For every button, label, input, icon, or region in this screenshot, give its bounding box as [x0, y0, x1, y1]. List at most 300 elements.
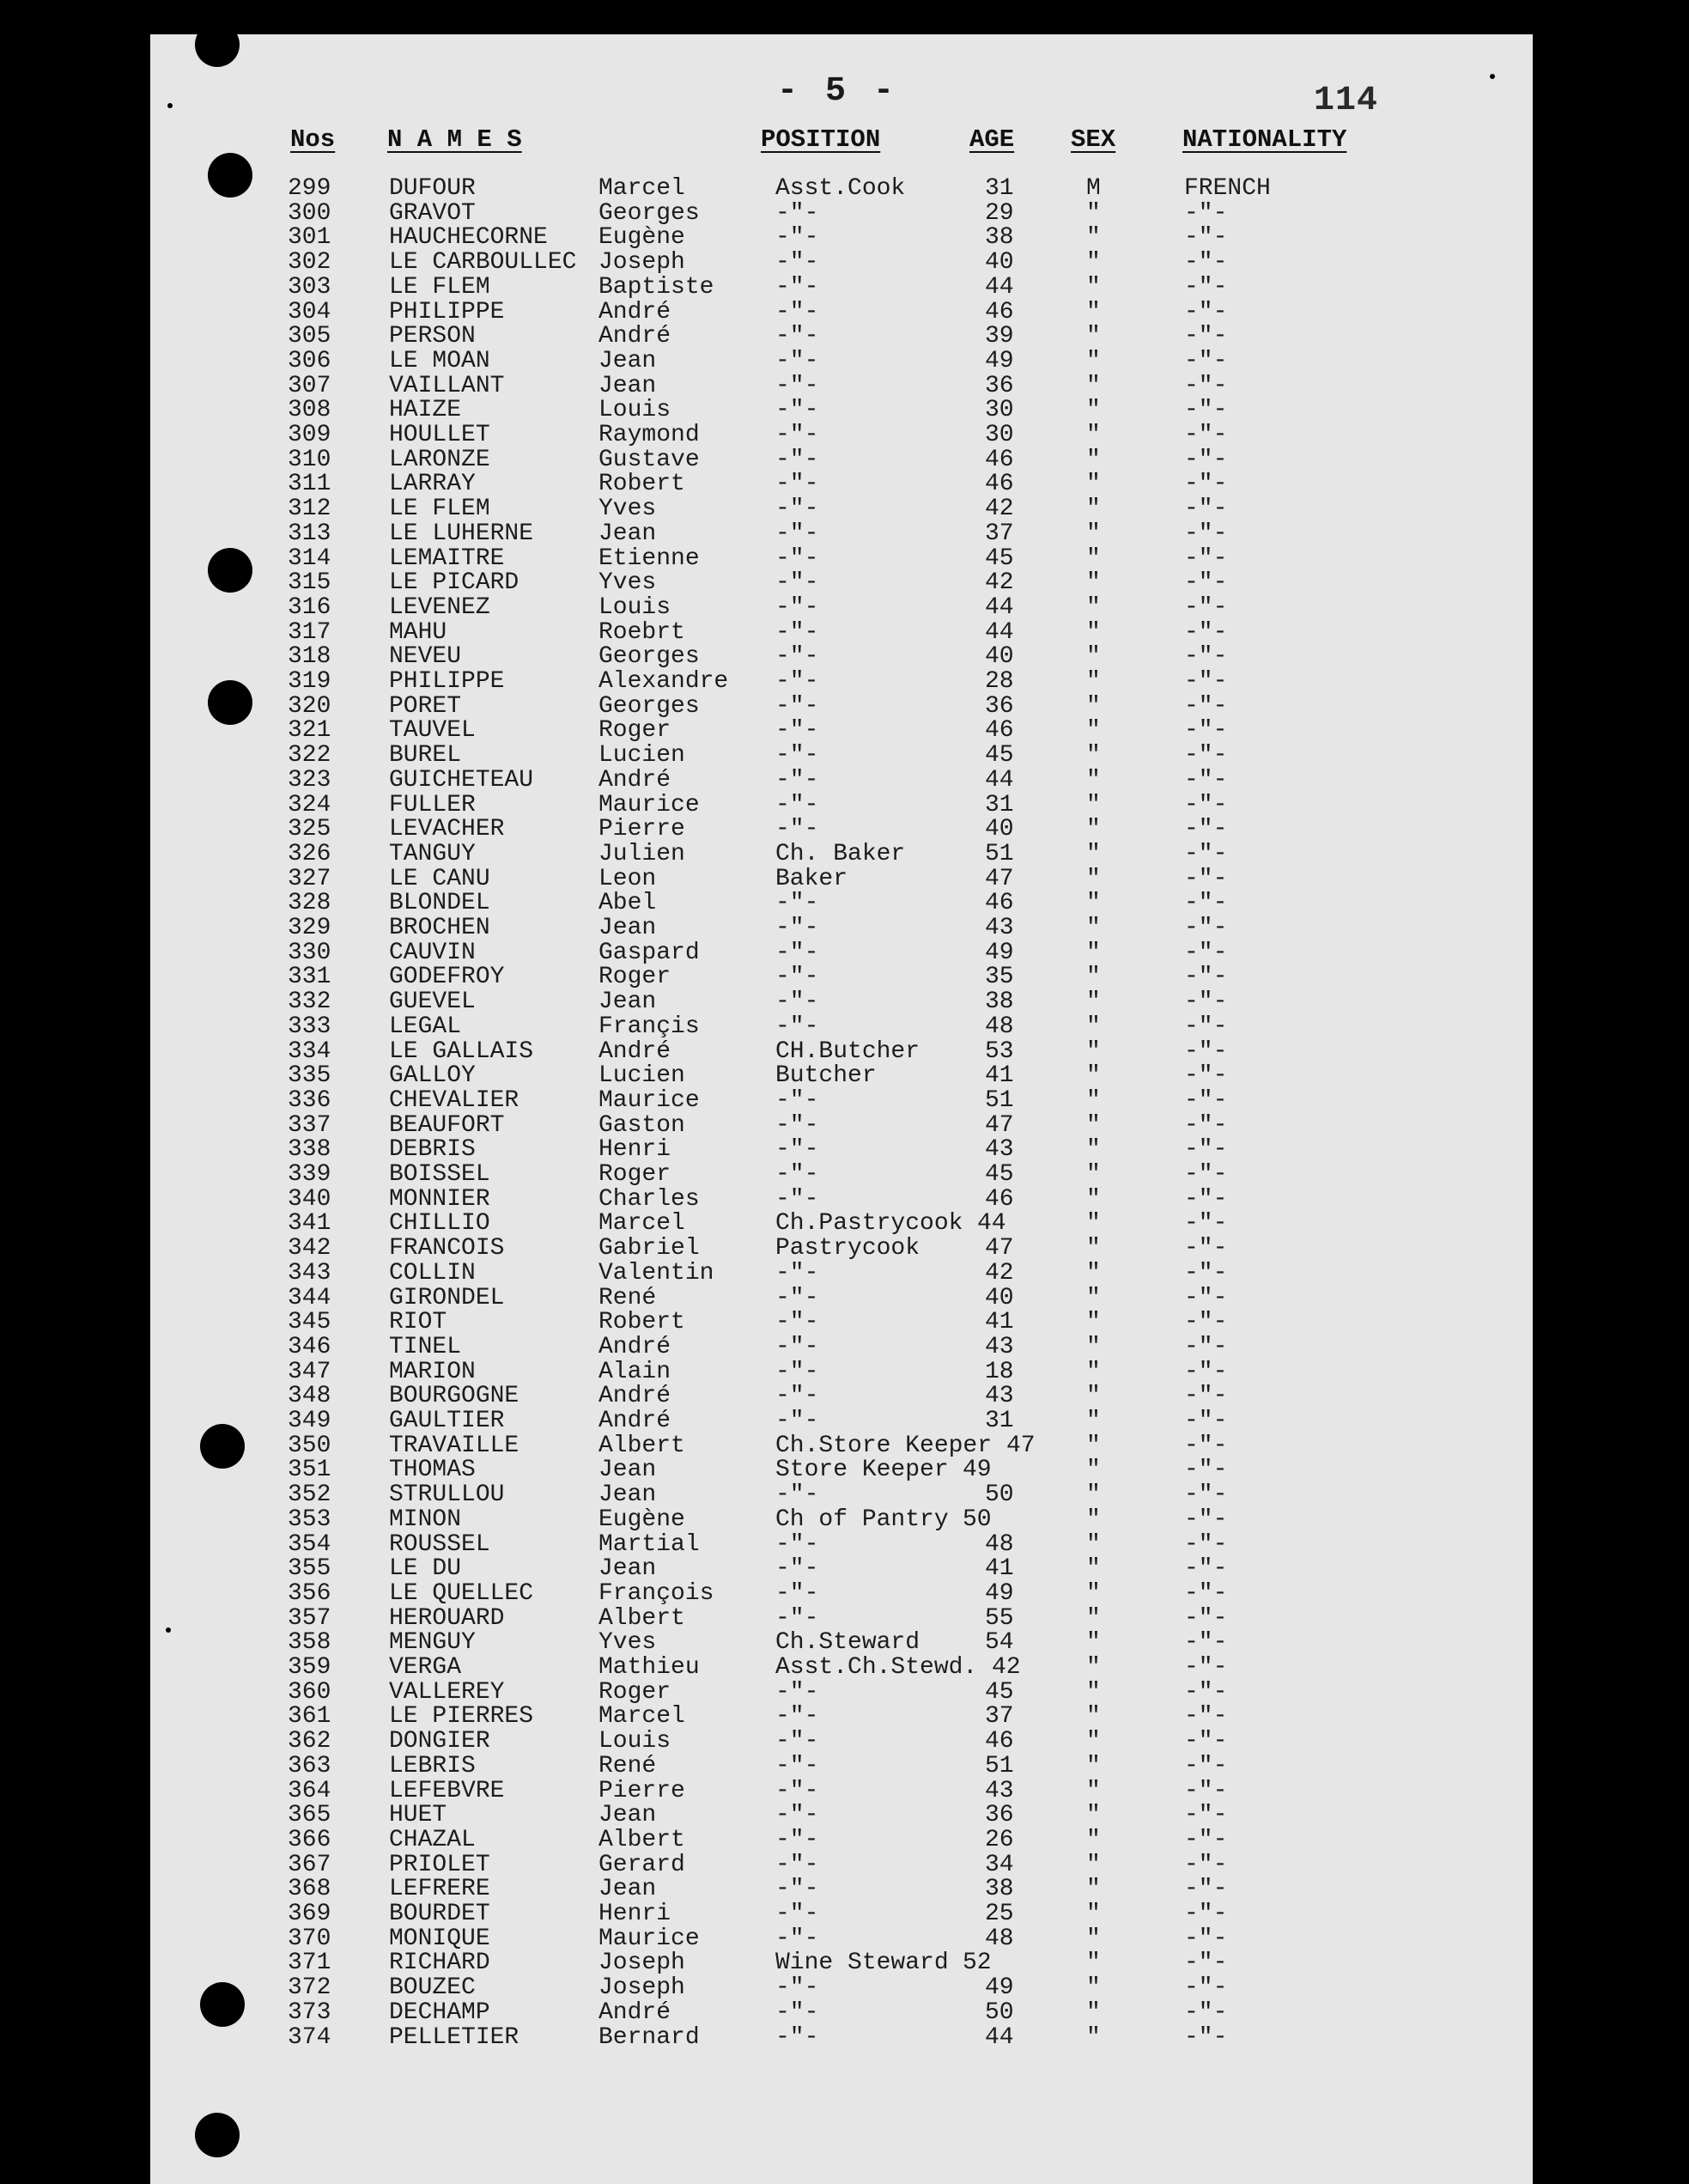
table-row — [150, 1335, 1533, 1360]
row-number: 317 — [288, 618, 331, 646]
row-number: 355 — [288, 1555, 331, 1583]
row-number: 343 — [288, 1259, 331, 1287]
row-surname: BROCHEN — [389, 915, 490, 941]
row-age: 46 — [985, 471, 1014, 498]
row-number: 330 — [288, 939, 331, 966]
row-firstname: Gaston — [598, 1111, 685, 1139]
table-row — [150, 1039, 1533, 1064]
table-row — [150, 694, 1533, 719]
row-position: Ch. Baker — [775, 840, 906, 867]
table-row — [150, 595, 1533, 620]
row-sex: " — [1086, 1086, 1101, 1114]
row-position: Ch.Steward — [775, 1629, 920, 1657]
row-number: 325 — [288, 816, 331, 843]
row-position: -"- — [775, 816, 819, 843]
row-sex: " — [1086, 2023, 1101, 2051]
table-row — [150, 1162, 1533, 1187]
row-surname: BOURGOGNE — [389, 1383, 519, 1410]
row-number: 300 — [288, 199, 331, 227]
row-firstname: Marcel — [598, 1703, 685, 1731]
table-row — [150, 398, 1533, 423]
row-position: -"- — [775, 323, 819, 350]
row-number: 342 — [288, 1235, 331, 1262]
row-firstname: Joseph — [598, 1950, 685, 1977]
row-number: 304 — [288, 298, 331, 325]
table-row — [150, 324, 1533, 349]
table-row — [150, 1063, 1533, 1088]
row-sex: " — [1086, 397, 1101, 424]
row-number: 346 — [288, 1333, 331, 1360]
row-sex: " — [1086, 742, 1101, 770]
row-firstname: Martial — [598, 1530, 700, 1558]
row-number: 334 — [288, 1037, 331, 1065]
table-row — [150, 374, 1533, 398]
row-position: -"- — [775, 1974, 819, 2002]
row-position: -"- — [775, 1851, 819, 1878]
row-age: 45 — [985, 544, 1014, 572]
row-age: 36 — [985, 692, 1014, 720]
row-nationality: -"- — [1184, 1802, 1228, 1829]
row-nationality: -"- — [1184, 989, 1228, 1016]
row-sex: " — [1086, 1703, 1101, 1731]
row-firstname: Jean — [598, 1457, 657, 1484]
row-sex: " — [1086, 298, 1101, 325]
row-sex: " — [1086, 1998, 1101, 2026]
row-firstname: Henri — [598, 1136, 671, 1164]
table-row — [150, 447, 1533, 472]
row-sex: " — [1086, 1358, 1101, 1385]
table-row — [150, 1457, 1533, 1482]
row-nationality: -"- — [1184, 1086, 1228, 1114]
table-row — [150, 1901, 1533, 1926]
row-surname: LE FLEM — [389, 273, 490, 301]
row-number: 364 — [288, 1777, 331, 1804]
row-sex: " — [1086, 989, 1101, 1016]
row-sex: " — [1086, 1629, 1101, 1657]
row-sex: " — [1086, 1284, 1101, 1311]
row-age: 45 — [985, 742, 1014, 770]
row-surname: ROUSSEL — [389, 1530, 490, 1558]
row-number: 318 — [288, 643, 331, 671]
row-age: 36 — [985, 372, 1014, 399]
row-number: 366 — [288, 1826, 331, 1853]
row-age: 48 — [985, 1530, 1014, 1558]
row-position: Asst.Ch.Stewd. — [775, 1654, 978, 1681]
row-surname: PERSON — [389, 323, 476, 350]
row-age: 48 — [985, 1013, 1014, 1040]
table-row — [150, 1482, 1533, 1507]
row-number: 332 — [288, 989, 331, 1016]
row-age: 51 — [985, 1752, 1014, 1779]
row-surname: GUICHETEAU — [389, 766, 534, 794]
row-age: 50 — [985, 1998, 1014, 2026]
row-firstname: Baptiste — [598, 273, 714, 301]
row-number: 349 — [288, 1408, 331, 1434]
row-position: -"- — [775, 1604, 819, 1632]
row-position: -"- — [775, 397, 819, 424]
row-surname: BOURDET — [389, 1901, 490, 1927]
row-nationality: -"- — [1184, 471, 1228, 498]
row-firstname: Jean — [598, 372, 657, 399]
row-position: -"- — [775, 1333, 819, 1360]
table-row — [150, 275, 1533, 300]
row-position: -"- — [775, 1086, 819, 1114]
row-surname: LE FLEM — [389, 496, 490, 523]
row-firstname: René — [598, 1284, 657, 1311]
row-nationality: -"- — [1184, 1136, 1228, 1164]
row-surname: DECHAMP — [389, 1998, 490, 2026]
document-page — [150, 34, 1533, 2184]
row-position: -"- — [775, 1309, 819, 1336]
row-number: 303 — [288, 273, 331, 301]
row-nationality: -"- — [1184, 249, 1228, 277]
row-firstname: Gaspard — [598, 939, 700, 966]
table-row — [150, 546, 1533, 571]
row-nationality: -"- — [1184, 1013, 1228, 1040]
row-sex: " — [1086, 1974, 1101, 2002]
row-position: -"- — [775, 273, 819, 301]
row-nationality: -"- — [1184, 865, 1228, 892]
row-age: 18 — [985, 1358, 1014, 1385]
row-surname: MENGUY — [389, 1629, 476, 1657]
row-number: 322 — [288, 742, 331, 770]
row-firstname: André — [598, 323, 671, 350]
table-row — [150, 2000, 1533, 2025]
row-position: -"- — [775, 471, 819, 498]
row-sex: " — [1086, 1851, 1101, 1878]
row-nationality: -"- — [1184, 1752, 1228, 1779]
row-nationality: -"- — [1184, 569, 1228, 597]
row-position: -"- — [775, 964, 819, 991]
row-position: -"- — [775, 1826, 819, 1853]
row-number: 357 — [288, 1604, 331, 1632]
table-row — [150, 817, 1533, 842]
table-row — [150, 496, 1533, 521]
row-position: Pastrycook — [775, 1235, 920, 1262]
row-firstname: Etienne — [598, 544, 700, 572]
row-nationality: -"- — [1184, 446, 1228, 473]
table-row — [150, 1310, 1533, 1335]
row-sex: " — [1086, 1678, 1101, 1706]
row-nationality: -"- — [1184, 890, 1228, 917]
row-position: -"- — [775, 1728, 819, 1755]
row-surname: BLONDEL — [389, 890, 490, 917]
row-surname: BOISSEL — [389, 1161, 490, 1188]
row-surname: LEVENEZ — [389, 593, 490, 621]
row-age: 50 — [963, 1506, 992, 1533]
row-nationality: -"- — [1184, 1974, 1228, 2002]
row-firstname: Roger — [598, 1678, 671, 1706]
row-age: 51 — [985, 840, 1014, 867]
row-firstname: Lucien — [598, 742, 685, 770]
row-firstname: Jean — [598, 1802, 657, 1829]
row-age: 36 — [985, 1802, 1014, 1829]
row-sex: " — [1086, 1457, 1101, 1484]
row-sex: " — [1086, 1383, 1101, 1410]
row-position: -"- — [775, 1777, 819, 1804]
row-sex: " — [1086, 791, 1101, 818]
row-surname: LE CANU — [389, 865, 490, 892]
table-row — [150, 1630, 1533, 1655]
row-sex: " — [1086, 964, 1101, 991]
table-row — [150, 1704, 1533, 1729]
row-surname: LE MOAN — [389, 347, 490, 374]
table-row — [150, 1680, 1533, 1705]
row-surname: BUREL — [389, 742, 462, 770]
table-row — [150, 964, 1533, 989]
row-number: 345 — [288, 1309, 331, 1336]
row-surname: BOUZEC — [389, 1974, 476, 2002]
row-position: -"- — [775, 1925, 819, 1952]
row-position: -"- — [775, 668, 819, 695]
folio-number: 114 — [1314, 82, 1379, 120]
row-sex: " — [1086, 816, 1101, 843]
row-sex: " — [1086, 249, 1101, 277]
row-firstname: Pierre — [598, 816, 685, 843]
page-number: - 5 - — [777, 72, 898, 111]
row-age: 46 — [985, 890, 1014, 917]
row-position: CH.Butcher — [775, 1037, 920, 1065]
row-firstname: Abel — [598, 890, 657, 917]
row-surname: COLLIN — [389, 1259, 476, 1287]
row-surname: LE PIERRES — [389, 1703, 534, 1731]
row-number: 358 — [288, 1629, 331, 1657]
row-sex: " — [1086, 1432, 1101, 1459]
row-firstname: Eugène — [598, 224, 685, 252]
row-position: Butcher — [775, 1062, 877, 1090]
row-age: 47 — [985, 865, 1014, 892]
row-number: 363 — [288, 1752, 331, 1779]
row-surname: MARION — [389, 1358, 476, 1385]
row-age: 38 — [985, 989, 1014, 1016]
row-surname: PHILIPPE — [389, 668, 505, 695]
row-nationality: -"- — [1184, 1604, 1228, 1632]
row-firstname: André — [598, 1408, 671, 1434]
row-number: 333 — [288, 1013, 331, 1040]
row-firstname: Marcel — [598, 175, 685, 202]
row-firstname: Alexandre — [598, 668, 729, 695]
row-sex: " — [1086, 1185, 1101, 1213]
table-row — [150, 916, 1533, 940]
row-number: 310 — [288, 446, 331, 473]
row-age: 37 — [985, 1703, 1014, 1731]
row-nationality: -"- — [1184, 1309, 1228, 1336]
row-firstname: François — [598, 1579, 714, 1607]
row-number: 338 — [288, 1136, 331, 1164]
row-firstname: Yves — [598, 496, 657, 523]
row-firstname: Jean — [598, 347, 657, 374]
row-nationality: -"- — [1184, 1037, 1228, 1065]
row-sex: " — [1086, 569, 1101, 597]
row-number: 350 — [288, 1432, 331, 1459]
row-surname: PRIOLET — [389, 1851, 490, 1878]
row-age: 40 — [985, 643, 1014, 671]
row-number: 361 — [288, 1703, 331, 1731]
table-row — [150, 176, 1533, 201]
row-sex: " — [1086, 1777, 1101, 1804]
row-age: 44 — [977, 1210, 1006, 1238]
row-number: 315 — [288, 569, 331, 597]
row-nationality: -"- — [1184, 1284, 1228, 1311]
table-row — [150, 768, 1533, 793]
row-sex: " — [1086, 1506, 1101, 1533]
row-number: 373 — [288, 1998, 331, 2026]
row-age: 44 — [985, 2023, 1014, 2051]
row-age: 52 — [963, 1950, 992, 1977]
row-nationality: -"- — [1184, 1851, 1228, 1878]
row-age: 45 — [985, 1161, 1014, 1188]
row-sex: M — [1086, 175, 1101, 202]
row-surname: TAUVEL — [389, 717, 476, 745]
row-sex: " — [1086, 890, 1101, 917]
table-row — [150, 300, 1533, 325]
row-firstname: André — [598, 298, 671, 325]
row-sex: " — [1086, 471, 1101, 498]
row-number: 312 — [288, 496, 331, 523]
row-nationality: -"- — [1184, 791, 1228, 818]
row-age: 42 — [985, 1259, 1014, 1287]
row-number: 351 — [288, 1457, 331, 1484]
row-nationality: -"- — [1184, 964, 1228, 991]
row-surname: LARONZE — [389, 446, 490, 473]
row-number: 308 — [288, 397, 331, 424]
row-nationality: -"- — [1184, 520, 1228, 547]
row-sex: " — [1086, 1408, 1101, 1434]
table-row — [150, 1852, 1533, 1877]
row-position: -"- — [775, 496, 819, 523]
table-row — [150, 1408, 1533, 1433]
row-firstname: Jean — [598, 1555, 657, 1583]
row-nationality: -"- — [1184, 593, 1228, 621]
row-nationality: -"- — [1184, 643, 1228, 671]
row-sex: " — [1086, 422, 1101, 448]
row-age: 49 — [985, 939, 1014, 966]
row-number: 360 — [288, 1678, 331, 1706]
row-surname: TINEL — [389, 1333, 462, 1360]
table-row — [150, 1137, 1533, 1162]
row-nationality: -"- — [1184, 1210, 1228, 1238]
row-age: 45 — [985, 1678, 1014, 1706]
row-nationality: -"- — [1184, 1506, 1228, 1533]
row-position: -"- — [775, 890, 819, 917]
row-sex: " — [1086, 1235, 1101, 1262]
row-number: 347 — [288, 1358, 331, 1385]
table-row — [150, 1286, 1533, 1311]
row-firstname: Georges — [598, 692, 700, 720]
row-number: 309 — [288, 422, 331, 448]
row-position: -"- — [775, 766, 819, 794]
punch-hole — [195, 34, 240, 67]
row-nationality: -"- — [1184, 915, 1228, 941]
row-surname: PORET — [389, 692, 462, 720]
row-firstname: Gustave — [598, 446, 700, 473]
header-nos: Nos — [290, 125, 336, 154]
row-firstname: Roger — [598, 964, 671, 991]
row-surname: LEVACHER — [389, 816, 505, 843]
row-position: -"- — [775, 2023, 819, 2051]
row-number: 313 — [288, 520, 331, 547]
row-surname: CHEVALIER — [389, 1086, 519, 1114]
row-surname: LE QUELLEC — [389, 1579, 534, 1607]
row-age: 49 — [985, 1579, 1014, 1607]
row-sex: " — [1086, 717, 1101, 745]
row-number: 321 — [288, 717, 331, 745]
row-firstname: Roger — [598, 717, 671, 745]
row-age: 50 — [985, 1481, 1014, 1509]
row-position: Baker — [775, 865, 848, 892]
table-row — [150, 620, 1533, 645]
table-row — [150, 1236, 1533, 1261]
row-sex: " — [1086, 1062, 1101, 1090]
row-nationality: -"- — [1184, 1876, 1228, 1903]
row-firstname: Louis — [598, 1728, 671, 1755]
row-nationality: -"- — [1184, 1333, 1228, 1360]
row-number: 329 — [288, 915, 331, 941]
row-age: 42 — [992, 1654, 1021, 1681]
row-surname: GUEVEL — [389, 989, 476, 1016]
table-row — [150, 1950, 1533, 1975]
row-surname: BEAUFORT — [389, 1111, 505, 1139]
table-row — [150, 842, 1533, 867]
row-surname: CAUVIN — [389, 939, 476, 966]
row-nationality: -"- — [1184, 496, 1228, 523]
row-position: -"- — [775, 224, 819, 252]
row-sex: " — [1086, 1530, 1101, 1558]
row-firstname: Jean — [598, 520, 657, 547]
row-position: -"- — [775, 1185, 819, 1213]
row-age: 49 — [963, 1457, 992, 1484]
row-sex: " — [1086, 1333, 1101, 1360]
row-age: 43 — [985, 1136, 1014, 1164]
row-position: -"- — [775, 1358, 819, 1385]
row-position: -"- — [775, 1901, 819, 1927]
row-age: 43 — [985, 915, 1014, 941]
row-position: -"- — [775, 1013, 819, 1040]
row-firstname: André — [598, 1383, 671, 1410]
row-firstname: Valentin — [598, 1259, 714, 1287]
row-sex: " — [1086, 1802, 1101, 1829]
row-number: 340 — [288, 1185, 331, 1213]
row-nationality: -"- — [1184, 372, 1228, 399]
row-position: -"- — [775, 446, 819, 473]
row-position: -"- — [775, 544, 819, 572]
row-firstname: Georges — [598, 643, 700, 671]
row-age: 48 — [985, 1925, 1014, 1952]
row-age: 46 — [985, 717, 1014, 745]
row-nationality: -"- — [1184, 1678, 1228, 1706]
row-age: 41 — [985, 1062, 1014, 1090]
row-age: 44 — [985, 618, 1014, 646]
row-sex: " — [1086, 1136, 1101, 1164]
row-surname: HAIZE — [389, 397, 462, 424]
row-position: -"- — [775, 569, 819, 597]
row-number: 365 — [288, 1802, 331, 1829]
row-surname: THOMAS — [389, 1457, 476, 1484]
row-sex: " — [1086, 1259, 1101, 1287]
row-number: 316 — [288, 593, 331, 621]
table-row — [150, 891, 1533, 916]
row-sex: " — [1086, 1013, 1101, 1040]
row-sex: " — [1086, 1728, 1101, 1755]
row-sex: " — [1086, 692, 1101, 720]
row-number: 307 — [288, 372, 331, 399]
row-position: Ch of Pantry — [775, 1506, 949, 1533]
row-age: 42 — [985, 496, 1014, 523]
row-number: 301 — [288, 224, 331, 252]
row-position: Store Keeper — [775, 1457, 949, 1484]
table-row — [150, 1754, 1533, 1779]
row-surname: HEROUARD — [389, 1604, 505, 1632]
